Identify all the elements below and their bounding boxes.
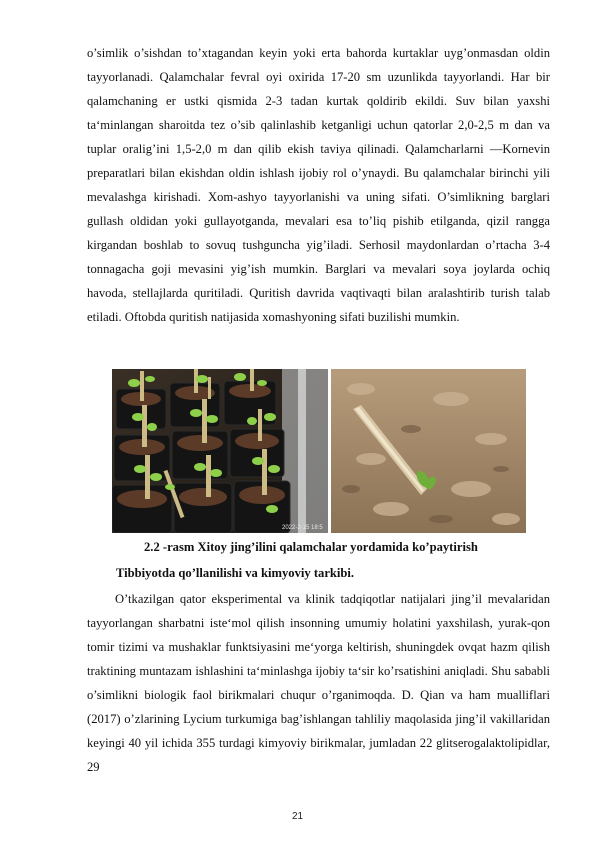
photo-timestamp: 2022-2-15 18:5 (282, 525, 323, 531)
figure-photos (112, 369, 526, 533)
photo-cutting-in-soil (331, 369, 526, 533)
figure-caption: 2.2 -rasm Xitoy jing’ilini qalamchalar yordamida ko’paytirish (144, 540, 478, 554)
cutting-in-soil-image (331, 369, 526, 533)
section-heading: Tibbiyotda qo’llanilishi va kimyoviy tarkibi. (116, 566, 355, 580)
cuttings-in-pots-image (112, 369, 328, 533)
paragraph-propagation: o’simlik o’sishdan to’xtagandan keyin yoki erta bahorda kurtaklar uyg’onmasdan oldin tayyorlanadi. Qalamchalar fevral oyi oxirida 17-20 sm uzunlikda tayyorlandi. Har bir qalamchaning er ustki qismida 2-3 tadan kurtak qoldirib ekildi. Suv bilan yaxshi ta‘minlangan sharoitda tez o’sib qalinlashib ketganligi uchun qatorlar 2,0-2,5 m dan va tuplar oralig’ini 1,5-2,0 m dan qilib ekish taviya qilinadi. Qalamcharlarni —Kornevin preparatlari bilan ekishdan oldin ishlash ijobiy rol o’ynaydi. Bu qalamchalar birinchi yili mevalashga kirishadi. Xom-ashyo tayyorlanishi va uning sifati. O’simlikning barglari gullash oldidan yoki gullayotganda, mevalari esa to’liq pishib etilganda, qizil rangga kirgandan boshlab to sovuq tushguncha yig’iladi. Serhosil maydonlardan o’rtacha 3-4 tonnagacha goji mevasini yig’ish mumkin. Barglari va mevalari soya joylarda ochiq havoda, stellajlarda quritiladi. Quritish davrida vaqtivaqti bilan aralashtirib turish talab etiladi. Oftobda quritish natijasida xomashyoning sifati buzilishi mumkin. (87, 46, 550, 324)
page-number: 21 (291, 811, 304, 822)
photo-cuttings-in-pots (112, 369, 328, 533)
paragraph-medical-use: O’tkazilgan qator eksperimental va klinik tadqiqotlar natijalari jing’il mevalaridan tayyorlangan sharbatni iste‘mol qilish insonning umumiy holatini yaxshilash, yurak-qon tomir tizimi va mushaklar funktsiyasini me‘yorga keltirish, shuningdek ovqat hazm qilish traktining muntazam ishlashini ta‘minlashga ijobiy ta‘sir ko’rsatishini aniqladi. Shu sababli o’simlikni biologik faol birikmalari chuqur o’rganimoqda. D. Qian va ham mualliflari (2017) o’zlarining Lycium turkumiga bag’ishlangan tahliliy maqolasida jing’il vakillaridan keyingi 40 yil ichida 355 turdagi kimyoviy birikmalar, jumladan 22 glitserogalaktolipidlar, 29 (87, 592, 550, 774)
